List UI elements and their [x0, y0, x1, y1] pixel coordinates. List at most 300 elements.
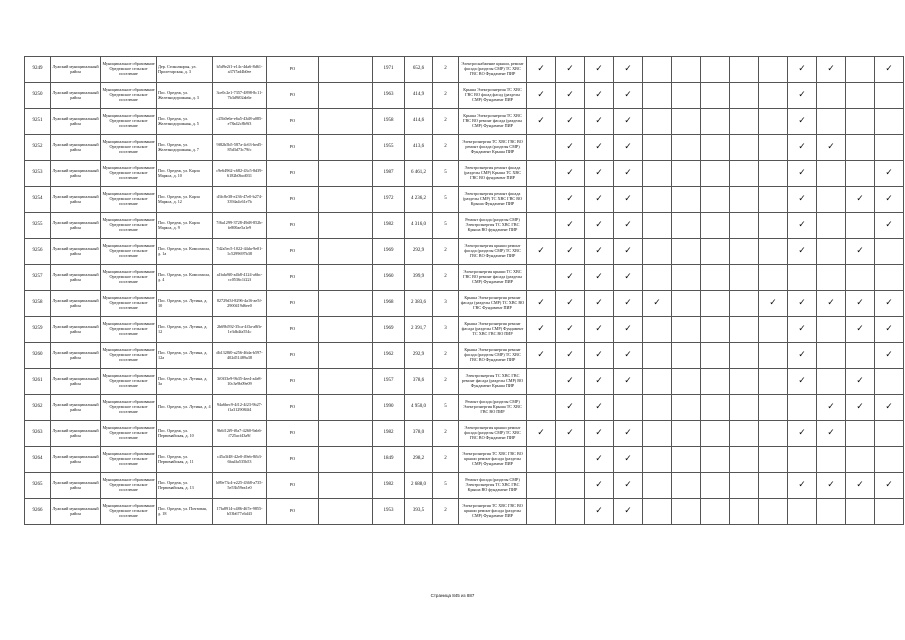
check-cell — [585, 317, 614, 343]
area-cell: 399,9 — [405, 265, 433, 291]
check-cell — [614, 499, 643, 525]
checkmark-icon: ✓ — [856, 376, 864, 386]
row-number: 9263 — [25, 421, 51, 447]
floors-cell: 2 — [433, 109, 459, 135]
check-cell — [614, 213, 643, 239]
empty-cell — [319, 447, 373, 473]
check-cell — [556, 369, 585, 395]
check-cell — [817, 265, 846, 291]
check-cell — [527, 343, 556, 369]
checkmark-icon: ✓ — [885, 220, 893, 230]
table-row — [25, 447, 904, 473]
address-cell: Пос. Оредеж, ул. Почтовая, д. 18 — [157, 499, 213, 525]
checkmark-icon: ✓ — [798, 350, 806, 360]
check-cell — [614, 317, 643, 343]
empty-cell — [319, 343, 373, 369]
building-id-cell: c45a3f48-42e0-49eb-8fb3-6ba4fa535b53 — [213, 447, 267, 473]
year-cell: 1969 — [373, 239, 405, 265]
row-number: 9259 — [25, 317, 51, 343]
year-cell: 1955 — [373, 135, 405, 161]
checkmark-icon: ✓ — [595, 454, 603, 464]
region-code-cell: РО — [267, 109, 319, 135]
check-cell — [730, 161, 759, 187]
address-cell: Пос. Оредеж, ул. Карла Маркса, д. 12 — [157, 187, 213, 213]
check-cell — [875, 499, 904, 525]
check-cell — [527, 421, 556, 447]
check-cell — [788, 447, 817, 473]
area-cell: 6 461,2 — [405, 161, 433, 187]
check-cell — [875, 187, 904, 213]
checkmark-icon: ✓ — [798, 428, 806, 438]
empty-cell — [319, 499, 373, 525]
area-cell: 2 391,7 — [405, 317, 433, 343]
area-cell: 378,6 — [405, 369, 433, 395]
works-cell: Электроэнергия ремонт фасада (разделы СМР) ТС ХВС ГВС ВО Крыша Фундамент ПИР — [459, 187, 527, 213]
check-cell — [527, 369, 556, 395]
district-cell: Лужский муниципальный район — [51, 187, 101, 213]
check-cell — [585, 473, 614, 499]
check-cell — [817, 421, 846, 447]
region-code-cell: РО — [267, 343, 319, 369]
check-cell — [614, 57, 643, 83]
owner-cell: Муниципальное образование Оредежское сельское поселение — [101, 473, 157, 499]
check-cell — [730, 317, 759, 343]
owner-cell: Муниципальное образование Оредежское сельское поселение — [101, 499, 157, 525]
check-cell — [556, 187, 585, 213]
check-cell — [846, 187, 875, 213]
check-cell — [614, 135, 643, 161]
row-number: 9249 — [25, 57, 51, 83]
check-cell — [875, 473, 904, 499]
check-cell — [701, 317, 730, 343]
works-cell: Крыша Электроэнергия ремонт фасада (разделы СМР) Фундамент ТС ХВС ГВС ВО ПИР — [459, 317, 527, 343]
checkmark-icon: ✓ — [624, 246, 632, 256]
table-row — [25, 265, 904, 291]
checkmark-icon: ✓ — [798, 142, 806, 152]
checkmark-icon: ✓ — [798, 194, 806, 204]
address-cell: Дер. Стоколкорья, ул. Пролетарская, д. 3 — [157, 57, 213, 83]
works-cell: Крыша Электроэнергия ТС ХВС ГВС ВО ремонт фасада (разделы СМР) Фундамент ПИР — [459, 109, 527, 135]
check-cell — [701, 239, 730, 265]
check-cell — [556, 265, 585, 291]
area-cell: 414,6 — [405, 109, 433, 135]
checkmark-icon: ✓ — [537, 90, 545, 100]
check-cell — [585, 109, 614, 135]
building-id-cell: b5d9e2f1-e14c-4da6-8d61-a37f7ad4b0ee — [213, 57, 267, 83]
district-cell: Лужский муниципальный район — [51, 421, 101, 447]
check-cell — [614, 447, 643, 473]
checkmark-icon: ✓ — [856, 246, 864, 256]
area-cell: 4 316,0 — [405, 213, 433, 239]
check-cell — [759, 57, 788, 83]
area-cell: 378,0 — [405, 421, 433, 447]
check-cell — [585, 395, 614, 421]
district-cell: Лужский муниципальный район — [51, 57, 101, 83]
row-number: 9260 — [25, 343, 51, 369]
check-cell — [701, 213, 730, 239]
check-cell — [643, 187, 672, 213]
check-cell — [672, 343, 701, 369]
address-cell: Пос. Оредеж, ул. Первомайская, д. 13 — [157, 473, 213, 499]
district-cell: Лужский муниципальный район — [51, 447, 101, 473]
check-cell — [788, 395, 817, 421]
empty-cell — [319, 369, 373, 395]
year-cell: 1963 — [373, 83, 405, 109]
check-cell — [788, 421, 817, 447]
check-cell — [788, 343, 817, 369]
check-cell — [730, 57, 759, 83]
check-cell — [672, 499, 701, 525]
check-cell — [730, 239, 759, 265]
check-cell — [701, 135, 730, 161]
checkmark-icon: ✓ — [798, 246, 806, 256]
check-cell — [585, 213, 614, 239]
check-cell — [701, 447, 730, 473]
building-id-cell: c9e64962-c682-43c5-8d39-6182b0bcd031 — [213, 161, 267, 187]
address-cell: Пос. Оредеж, ул. Первомайская, д. 11 — [157, 447, 213, 473]
works-cell: Электроснабжение крыши, ремонт фасада (разделы СМР) ТС ХВС ГВС ВО Фундамент ПИР — [459, 57, 527, 83]
check-cell — [556, 57, 585, 83]
checkmark-icon: ✓ — [566, 428, 574, 438]
check-cell — [672, 83, 701, 109]
check-cell — [846, 239, 875, 265]
check-cell — [527, 213, 556, 239]
owner-cell: Муниципальное образование Оредежское сельское поселение — [101, 369, 157, 395]
check-cell — [730, 473, 759, 499]
checkmark-icon: ✓ — [885, 64, 893, 74]
year-cell: 1972 — [373, 187, 405, 213]
check-cell — [643, 83, 672, 109]
year-cell: 1987 — [373, 161, 405, 187]
row-number: 9262 — [25, 395, 51, 421]
checkmark-icon: ✓ — [798, 116, 806, 126]
floors-cell: 2 — [433, 265, 459, 291]
check-cell — [788, 291, 817, 317]
checkmark-icon: ✓ — [595, 116, 603, 126]
year-cell: 1849 — [373, 447, 405, 473]
checkmark-icon: ✓ — [537, 428, 545, 438]
checkmark-icon: ✓ — [566, 194, 574, 204]
check-cell — [846, 317, 875, 343]
row-number: 9261 — [25, 369, 51, 395]
check-cell — [759, 369, 788, 395]
region-code-cell: РО — [267, 213, 319, 239]
owner-cell: Муниципальное образование Оредежское сельское поселение — [101, 187, 157, 213]
building-id-cell: 17fa8914-c486-467e-9855-b53b677c6d43 — [213, 499, 267, 525]
building-id-cell: db1328f0-a256-46da-b597-402d51489a38 — [213, 343, 267, 369]
check-cell — [701, 161, 730, 187]
floors-cell: 5 — [433, 161, 459, 187]
building-id-cell: b89e73c4-e225-4368-a735-5e53b59ea1e0 — [213, 473, 267, 499]
check-cell — [788, 239, 817, 265]
check-cell — [759, 395, 788, 421]
area-cell: 652,6 — [405, 57, 433, 83]
check-cell — [672, 369, 701, 395]
floors-cell: 2 — [433, 421, 459, 447]
check-cell — [817, 83, 846, 109]
check-cell — [788, 161, 817, 187]
check-cell — [759, 291, 788, 317]
check-cell — [527, 187, 556, 213]
row-number: 9257 — [25, 265, 51, 291]
floors-cell: 3 — [433, 317, 459, 343]
works-cell: Электроэнергия ТС ХВС ГВС ВО ремонт фасада (разделы СМР) Фундамент Крыша ПИР — [459, 135, 527, 161]
address-cell: Пос. Оредеж, ул. Железнодорожная, д. 3 — [157, 83, 213, 109]
check-cell — [614, 161, 643, 187]
building-id-cell: 3f0f33e9-9b35-4ee4-a4e8-10c3e9b09e09 — [213, 369, 267, 395]
check-cell — [672, 395, 701, 421]
checkmark-icon: ✓ — [885, 324, 893, 334]
checkmark-icon: ✓ — [566, 324, 574, 334]
year-cell: 1982 — [373, 473, 405, 499]
check-cell — [643, 265, 672, 291]
check-cell — [527, 447, 556, 473]
checkmark-icon: ✓ — [624, 142, 632, 152]
check-cell — [643, 447, 672, 473]
checkmark-icon: ✓ — [537, 350, 545, 360]
district-cell: Лужский муниципальный район — [51, 317, 101, 343]
check-cell — [701, 109, 730, 135]
district-cell: Лужский муниципальный район — [51, 473, 101, 499]
region-code-cell: РО — [267, 83, 319, 109]
check-cell — [730, 187, 759, 213]
check-cell — [846, 343, 875, 369]
table-row — [25, 239, 904, 265]
checkmark-icon: ✓ — [595, 168, 603, 178]
empty-cell — [319, 291, 373, 317]
check-cell — [643, 317, 672, 343]
check-cell — [730, 395, 759, 421]
check-cell — [759, 317, 788, 343]
check-cell — [672, 291, 701, 317]
year-cell: 1990 — [373, 395, 405, 421]
check-cell — [556, 317, 585, 343]
check-cell — [701, 369, 730, 395]
check-cell — [556, 213, 585, 239]
check-cell — [527, 395, 556, 421]
checkmark-icon: ✓ — [624, 64, 632, 74]
floors-cell: 2 — [433, 57, 459, 83]
region-code-cell: РО — [267, 473, 319, 499]
floors-cell: 2 — [433, 343, 459, 369]
checkmark-icon: ✓ — [566, 142, 574, 152]
check-cell — [585, 57, 614, 83]
checkmark-icon: ✓ — [624, 324, 632, 334]
row-number: 9264 — [25, 447, 51, 473]
check-cell — [585, 369, 614, 395]
check-cell — [875, 291, 904, 317]
check-cell — [672, 187, 701, 213]
empty-cell — [319, 135, 373, 161]
check-cell — [527, 83, 556, 109]
floors-cell: 5 — [433, 473, 459, 499]
empty-cell — [319, 57, 373, 83]
empty-cell — [319, 473, 373, 499]
check-cell — [701, 499, 730, 525]
check-cell — [585, 187, 614, 213]
area-cell: 393,5 — [405, 499, 433, 525]
empty-cell — [319, 109, 373, 135]
check-cell — [614, 395, 643, 421]
area-cell: 414,9 — [405, 83, 433, 109]
floors-cell: 2 — [433, 83, 459, 109]
check-cell — [730, 447, 759, 473]
check-cell — [614, 239, 643, 265]
checkmark-icon: ✓ — [856, 324, 864, 334]
owner-cell: Муниципальное образование Оредежское сельское поселение — [101, 213, 157, 239]
check-cell — [585, 447, 614, 473]
check-cell — [730, 343, 759, 369]
checkmark-icon: ✓ — [624, 194, 632, 204]
checkmark-icon: ✓ — [537, 246, 545, 256]
address-cell: Пос. Оредеж, ул. Комсомола, д. 1а — [157, 239, 213, 265]
checkmark-icon: ✓ — [566, 116, 574, 126]
empty-cell — [319, 265, 373, 291]
table-row — [25, 343, 904, 369]
check-cell — [875, 265, 904, 291]
check-cell — [788, 213, 817, 239]
owner-cell: Муниципальное образование Оредежское сельское поселение — [101, 239, 157, 265]
checkmark-icon: ✓ — [798, 64, 806, 74]
empty-cell — [319, 161, 373, 187]
area-cell: 413,6 — [405, 135, 433, 161]
empty-cell — [319, 239, 373, 265]
check-cell — [585, 135, 614, 161]
check-cell — [701, 57, 730, 83]
check-cell — [730, 369, 759, 395]
check-cell — [672, 447, 701, 473]
checkmark-icon: ✓ — [595, 272, 603, 282]
check-cell — [585, 499, 614, 525]
check-cell — [759, 187, 788, 213]
check-cell — [672, 161, 701, 187]
checkmark-icon: ✓ — [595, 324, 603, 334]
check-cell — [788, 109, 817, 135]
checkmark-icon: ✓ — [537, 324, 545, 334]
year-cell: 1971 — [373, 57, 405, 83]
building-id-cell: 7d2a5ec5-1022-44da-9e01-1c5299697b38 — [213, 239, 267, 265]
table-row — [25, 57, 904, 83]
records-table — [24, 56, 904, 525]
check-cell — [875, 421, 904, 447]
check-cell — [643, 239, 672, 265]
year-cell: 1968 — [373, 291, 405, 317]
check-cell — [788, 187, 817, 213]
check-cell — [759, 447, 788, 473]
empty-cell — [319, 395, 373, 421]
empty-cell — [319, 317, 373, 343]
checkmark-icon: ✓ — [827, 64, 835, 74]
checkmark-icon: ✓ — [827, 428, 835, 438]
row-number: 9255 — [25, 213, 51, 239]
checkmark-icon: ✓ — [566, 90, 574, 100]
area-cell: 4 950,0 — [405, 395, 433, 421]
checkmark-icon: ✓ — [624, 90, 632, 100]
checkmark-icon: ✓ — [566, 298, 574, 308]
check-cell — [788, 369, 817, 395]
check-cell — [672, 421, 701, 447]
check-cell — [585, 239, 614, 265]
check-cell — [875, 369, 904, 395]
building-id-cell: 82729d3f-8296-4a16-ae5f-2900419d6ee0 — [213, 291, 267, 317]
check-cell — [643, 395, 672, 421]
works-cell: Крыша Электроэнергия ТС ХВС ГВС ВО фасад фасад (разделы СМР) Фундамент ПИР — [459, 83, 527, 109]
check-cell — [672, 317, 701, 343]
district-cell: Лужский муниципальный район — [51, 265, 101, 291]
checkmark-icon: ✓ — [885, 480, 893, 490]
check-cell — [672, 265, 701, 291]
checkmark-icon: ✓ — [595, 220, 603, 230]
check-cell — [614, 369, 643, 395]
checkmark-icon: ✓ — [798, 168, 806, 178]
check-cell — [788, 83, 817, 109]
checkmark-icon: ✓ — [566, 220, 574, 230]
check-cell — [614, 109, 643, 135]
building-id-cell: 7f6a1299-3728-49d8-852b-fe800ae5a1e9 — [213, 213, 267, 239]
check-cell — [614, 421, 643, 447]
row-number: 9251 — [25, 109, 51, 135]
checkmark-icon: ✓ — [856, 402, 864, 412]
check-cell — [759, 343, 788, 369]
check-cell — [527, 265, 556, 291]
building-id-cell: c25b0e6e-e6a5-43d8-a085-e78a42c8b9f3 — [213, 109, 267, 135]
district-cell: Лужский муниципальный район — [51, 343, 101, 369]
check-cell — [614, 291, 643, 317]
check-cell — [730, 213, 759, 239]
row-number: 9250 — [25, 83, 51, 109]
district-cell: Лужский муниципальный район — [51, 135, 101, 161]
checkmark-icon: ✓ — [595, 402, 603, 412]
floors-cell: 2 — [433, 499, 459, 525]
check-cell — [527, 57, 556, 83]
table-row — [25, 499, 904, 525]
check-cell — [788, 499, 817, 525]
check-cell — [846, 499, 875, 525]
checkmark-icon: ✓ — [624, 116, 632, 126]
check-cell — [643, 109, 672, 135]
floors-cell: 2 — [433, 447, 459, 473]
check-cell — [701, 291, 730, 317]
checkmark-icon: ✓ — [595, 64, 603, 74]
check-cell — [817, 447, 846, 473]
area-cell: 292,9 — [405, 239, 433, 265]
check-cell — [701, 395, 730, 421]
check-cell — [846, 265, 875, 291]
works-cell: Ремонт фасада (разделы СМР) Электроэнергия ТС ХВС ГВС Крыша ВО фундамент ПИР — [459, 213, 527, 239]
checkmark-icon: ✓ — [798, 376, 806, 386]
check-cell — [556, 135, 585, 161]
check-cell — [817, 161, 846, 187]
floors-cell: 2 — [433, 135, 459, 161]
table-row — [25, 317, 904, 343]
check-cell — [672, 473, 701, 499]
district-cell: Лужский муниципальный район — [51, 109, 101, 135]
check-cell — [817, 317, 846, 343]
check-cell — [875, 135, 904, 161]
owner-cell: Муниципальное образование Оредежское сельское поселение — [101, 83, 157, 109]
region-code-cell: РО — [267, 369, 319, 395]
check-cell — [875, 213, 904, 239]
check-cell — [614, 83, 643, 109]
check-cell — [556, 161, 585, 187]
check-cell — [527, 135, 556, 161]
row-number: 9253 — [25, 161, 51, 187]
works-cell: Электроэнергия крыши ремонт фасада (разделы СМР) ТС ХВС ГВС ВО Фундамент ПИР — [459, 239, 527, 265]
checkmark-icon: ✓ — [566, 376, 574, 386]
district-cell: Лужский муниципальный район — [51, 239, 101, 265]
year-cell: 1960 — [373, 265, 405, 291]
floors-cell: 5 — [433, 395, 459, 421]
